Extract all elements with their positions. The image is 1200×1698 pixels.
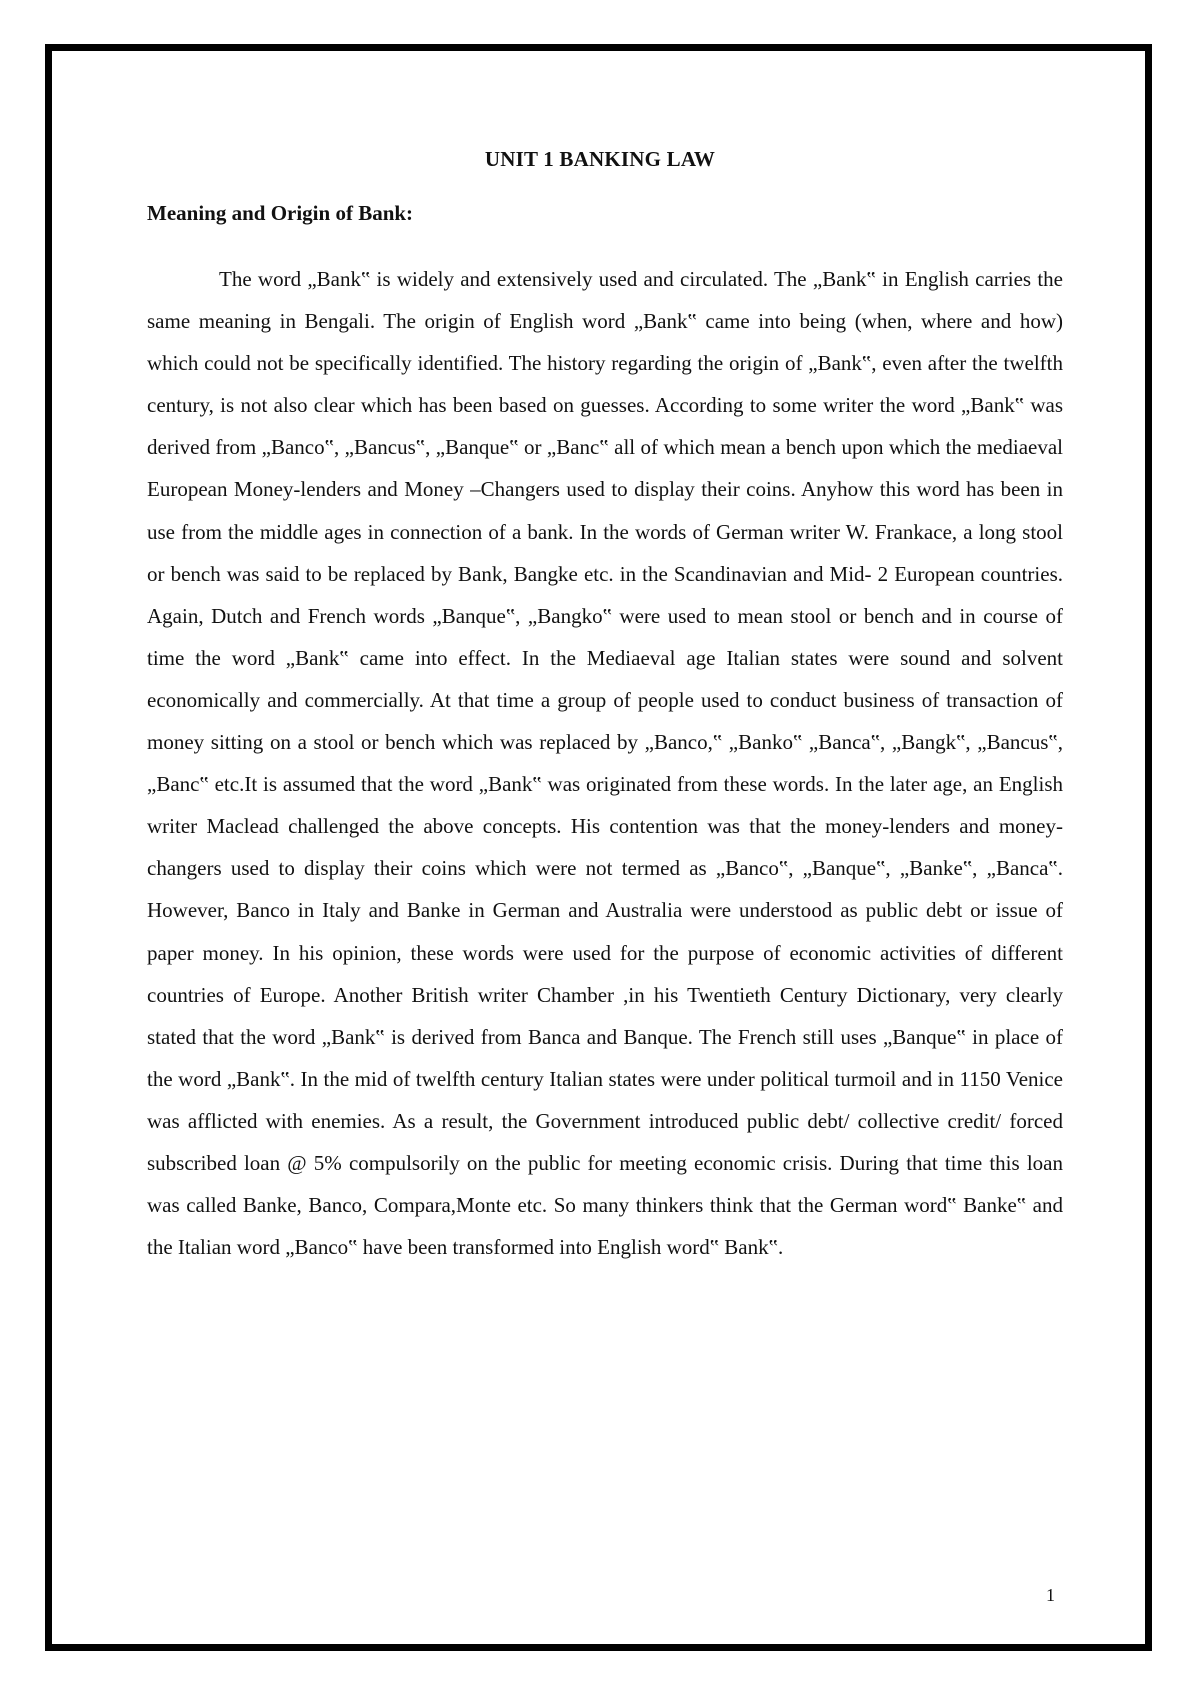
body-paragraph: The word „Bank‟ is widely and extensively used and circulated. The „Bank‟ in English carries the same meaning in Bengali. The origin of English word „Bank‟ came into being (when, where and how) which could not be specifically identified. The history regarding the origin of „Bank‟, even after the twelfth century, is not also clear which has been based on guesses. According to some writer the word „Bank‟ was derived from „Banco‟, „Bancus‟, „Banque‟ or „Banc‟ all of which mean a bench upon which the mediaeval European Money-lenders and Money –Changers used to display their coins. Anyhow this word has been in use from the middle ages in connection of a bank. In the words of German writer W. Frankace, a long stool or bench was said to be replaced by Bank, Bangke etc. in the Scandinavian and Mid- 2 European countries. Again, Dutch and French words „Banque‟, „Bangko‟ were used to mean stool or bench and in course of time the word „Bank‟ came into effect. In the Mediaeval age Italian states were sound and solvent economically and commercially. At that time a group of people used to conduct business of transaction of money sitting on a stool or bench which was replaced by „Banco,‟ „Banko‟ „Banca‟, „Bangk‟, „Bancus‟, „Banc‟ etc.It is assumed that the word „Bank‟ was originated from these words. In the later age, an English writer Maclead challenged the above concepts. His contention was that the money-lenders and money-changers used to display their coins which were not termed as „Banco‟, „Banque‟, „Banke‟, „Banca‟. However, Banco in Italy and Banke in German and Australia were understood as public debt or issue of paper money. In his opinion, these words were used for the purpose of economic activities of different countries of Europe. Another British writer Chamber ,in his Twentieth Century Dictionary, very clearly stated that the word „Bank‟ is derived from Banca and Banque. The French still uses „Banque‟ in place of the word „Bank‟. In the mid of twelfth century Italian states were under political turmoil and in 1150 Venice was afflicted with enemies. As a result, the Government introduced public debt/ collective credit/ forced subscribed loan @ 5% compulsorily on the public for meeting economic crisis. During that time this loan was called Banke, Banco, Compara,Monte etc. So many thinkers think that the German word‟ Banke‟ and the Italian word „Banco‟ have been transformed into English word‟ Bank‟. xyxy=(147,267,1063,1260)
section-heading: Meaning and Origin of Bank: xyxy=(147,201,414,225)
document-title: UNIT 1 BANKING LAW xyxy=(484,147,716,171)
page-number: 1 xyxy=(1046,1585,1055,1605)
